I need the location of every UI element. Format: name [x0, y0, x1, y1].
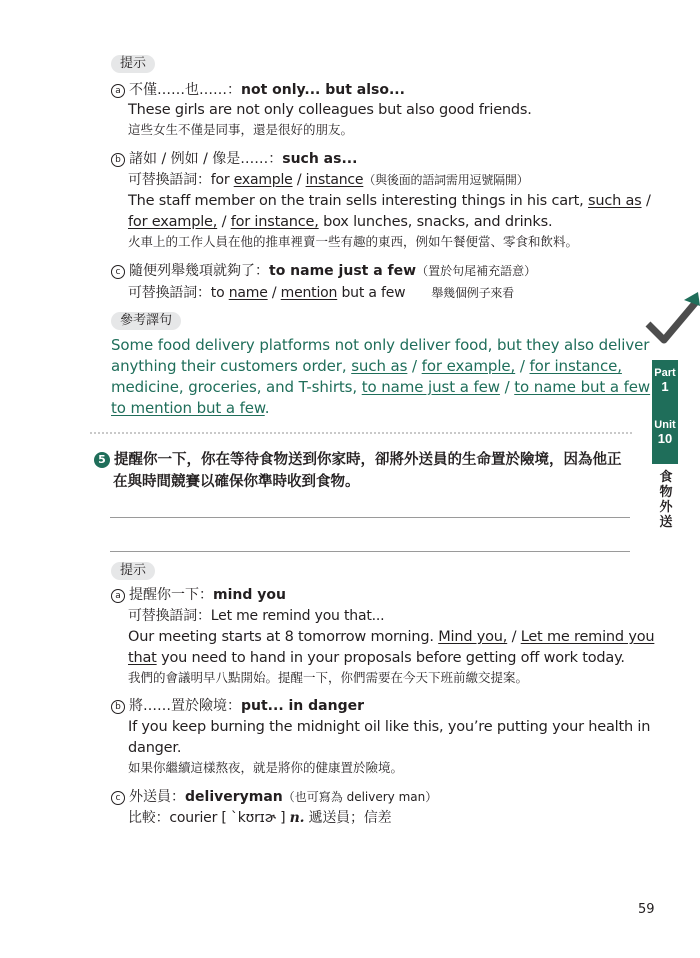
- text: for instance,: [529, 357, 622, 375]
- text: /: [217, 214, 231, 230]
- heading-note: （置於句尾補充語意）: [416, 264, 537, 278]
- text: /: [641, 193, 651, 209]
- heading-en: deliveryman: [185, 789, 283, 805]
- item-marker: c: [111, 265, 125, 279]
- translation: 我們的會議明早八點開始。提醒一下，你們需要在今天下班前繳交提案。: [128, 670, 529, 685]
- unit-number: 10: [657, 431, 673, 446]
- heading-en: not only... but also...: [241, 82, 405, 98]
- alt-note: 舉幾個例子來看: [431, 286, 514, 300]
- text: The staff member on the train sells interesting things in his cart,: [128, 193, 588, 209]
- question-number: 5: [94, 452, 110, 468]
- answer-line: Some food delivery platforms not only deliver food, but they also deliver: [111, 336, 650, 354]
- text: for example,: [421, 357, 516, 375]
- heading-en: mind you: [213, 587, 286, 603]
- alt-text: mention: [280, 285, 338, 301]
- heading-zh: 外送員：: [129, 789, 185, 805]
- text: for example,: [128, 214, 218, 230]
- divider: [90, 432, 632, 434]
- translation: 火車上的工作人員在他的推車裡賣一些有趣的東西，例如午餐便當、零食和飲料。: [128, 234, 579, 249]
- item-marker: b: [111, 153, 125, 167]
- text: to mention but a few: [111, 399, 265, 417]
- translation: 這些女生不僅是同事，還是很好的朋友。: [128, 122, 354, 137]
- item-b-heading: [111, 149, 357, 169]
- heading-zh: 提醒你一下：: [129, 587, 213, 603]
- reference-label: 參考譯句: [111, 312, 181, 330]
- heading-zh: 諸如 / 例如 / 像是……：: [129, 151, 283, 167]
- comparison: [128, 808, 391, 828]
- item-marker: a: [111, 589, 125, 603]
- alt-text: /: [267, 285, 281, 301]
- heading-en: to name just a few: [269, 263, 417, 279]
- part-of-speech: n.: [289, 810, 305, 826]
- checkmark-pencil-icon: [640, 292, 700, 354]
- example-sentence: If you keep burning the midnight oil like this, you’re putting your health in: [128, 719, 651, 735]
- text: for instance,: [230, 214, 319, 230]
- example-sentence: [128, 212, 552, 232]
- alt-text: 可替換語詞：to: [128, 285, 229, 301]
- text: 比較：courier [ ˋkʊrɪɚ ]: [128, 810, 290, 826]
- question-5: [94, 449, 622, 471]
- text: box lunches, snacks, and drinks.: [318, 214, 553, 230]
- item-b-heading: [111, 696, 364, 716]
- question-text: 提醒你一下，你在等待食物送到你家時，卻將外送員的生命置於險境，因為他正: [114, 452, 622, 468]
- answer-line: [111, 398, 269, 419]
- alternatives: [128, 283, 514, 303]
- item-marker: a: [111, 84, 125, 98]
- part-number: 1: [661, 379, 669, 394]
- question-5-line2: 在與時間競賽以確保你準時收到食物。: [113, 474, 360, 490]
- answer-writing-line: [110, 551, 630, 552]
- heading-en: such as...: [282, 151, 358, 167]
- tips-label: 提示: [111, 55, 155, 73]
- heading-en: put... in danger: [241, 698, 365, 714]
- heading-zh: 將……置於險境：: [129, 698, 241, 714]
- text: 遞送員；信差: [304, 810, 392, 826]
- item-marker: c: [111, 791, 125, 805]
- heading-note: （也可寫為 delivery man）: [282, 790, 438, 804]
- example-sentence: [128, 627, 654, 647]
- heading-zh: 不僅……也……：: [129, 82, 241, 98]
- translation: 如果你繼續這樣熬夜，就是將你的健康置於險境。: [128, 760, 404, 775]
- item-c-heading: [111, 261, 536, 281]
- tips-label: 提示: [111, 562, 155, 580]
- text: you need to hand in your proposals before getting off work today.: [156, 650, 625, 666]
- answer-writing-line: [110, 517, 630, 518]
- text: .: [264, 399, 270, 417]
- alt-note: （與後面的語詞需用逗號隔開）: [363, 173, 529, 187]
- text: to name but a few: [514, 378, 651, 396]
- text: to name just a few: [361, 378, 500, 396]
- unit-topic: 食物外送: [659, 470, 673, 530]
- alt-text: 可替換語詞：for: [128, 172, 234, 188]
- item-a-heading: [111, 80, 405, 100]
- text: medicine, groceries, and T-shirts,: [111, 378, 362, 396]
- answer-line: [111, 356, 622, 377]
- heading-zh: 隨便列舉幾項就夠了：: [129, 263, 269, 279]
- answer-line: [111, 377, 660, 398]
- alt-text: instance: [305, 172, 364, 188]
- alternatives: 可替換語詞：Let me remind you that...: [128, 608, 385, 624]
- example-sentence: [128, 648, 625, 668]
- text: Our meeting starts at 8 tomorrow morning.: [128, 629, 439, 645]
- alt-text: /: [292, 172, 306, 188]
- example-sentence: danger.: [128, 740, 182, 756]
- example-sentence: These girls are not only colleagues but also good friends.: [128, 102, 532, 118]
- text: Mind you,: [438, 629, 508, 645]
- alt-text: but a few: [337, 285, 406, 301]
- item-a-heading: [111, 585, 286, 605]
- part-tab: [652, 360, 678, 412]
- alt-text: name: [228, 285, 268, 301]
- alternatives: [128, 170, 529, 190]
- text: /: [515, 357, 530, 375]
- text: anything their customers order,: [111, 357, 352, 375]
- page-number: 59: [638, 902, 655, 917]
- item-marker: b: [111, 700, 125, 714]
- part-label: Part: [654, 367, 676, 379]
- text: /: [499, 378, 515, 396]
- text: that: [128, 650, 157, 666]
- unit-tab: [652, 412, 678, 464]
- item-c-heading: [111, 787, 437, 807]
- text: /: [507, 629, 521, 645]
- alt-text: example: [233, 172, 293, 188]
- unit-label: Unit: [654, 419, 676, 431]
- text: /: [407, 357, 422, 375]
- text: Let me remind you: [520, 629, 655, 645]
- example-sentence: [128, 191, 651, 211]
- text: such as: [351, 357, 408, 375]
- text: such as: [587, 193, 642, 209]
